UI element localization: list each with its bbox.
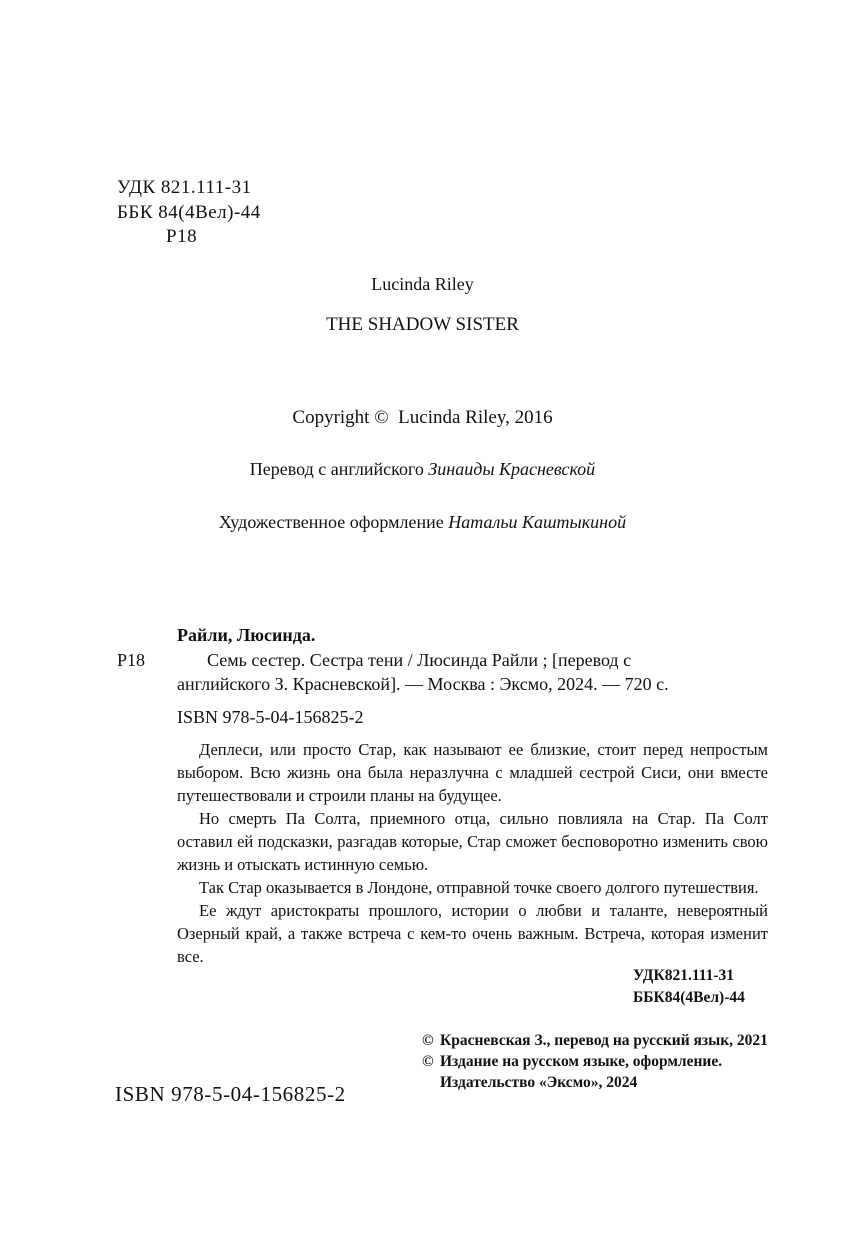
copyright-notice [422, 1051, 772, 1093]
abstract-paragraph: Деплеси, или просто Стар, как называют ее близкие, стоит перед непростым выбором. Всю жизнь она была неразлучна с младшей сестрой Сиси, они вместе путешествовали и строили планы на будущее. [177, 740, 768, 805]
abstract-paragraph: Ее ждут аристократы прошлого, истории о любви и таланте, невероятный Озерный край, а также встреча с кем-то очень важным. Встреча, которая изменит все. [177, 901, 768, 966]
translation-prefix: Перевод с английского [249, 459, 429, 479]
catalog-isbn: ISBN 978-5-04-156825-2 [177, 707, 364, 727]
copyright-notices [422, 1030, 772, 1093]
catalog-line-1: Семь сестер. Сестра тени / Люсинда Райли ; [перевод с [207, 650, 632, 670]
codes-block [633, 965, 745, 1009]
original-title: THE SHADOW SISTER [326, 314, 519, 335]
abstract-paragraph: Но смерть Па Солта, приемного отца, сильно повлияла на Стар. Па Солт оставил ей подсказки, разгадав которые, Стар сможет бесповоротно изменить свою жизнь и отыскать истинную семью. [177, 809, 768, 874]
translator-name: Зинаиды Красневской [428, 459, 596, 479]
catalog-mark: Р18 [117, 650, 146, 670]
copyright-line: Copyright © Lucinda Riley, 2016 [292, 407, 553, 428]
original-author: Lucinda Riley [371, 274, 474, 294]
copyright-text: Издание на русском языке, оформление. Издательство «Эксмо», 2024 [440, 1053, 723, 1091]
design-credit [0, 512, 845, 533]
udk-code: УДК 821.111-31 [117, 177, 252, 198]
isbn-large: ISBN 978-5-04-156825-2 [115, 1082, 346, 1106]
translation-credit [0, 459, 845, 480]
copyright-notice [422, 1030, 772, 1051]
bbk-code: ББК 84(4Вел)-44 [117, 202, 261, 223]
designer-name: Натальи Каштыкиной [448, 512, 627, 532]
abstract-paragraph: Так Стар оказывается в Лондоне, отправной точке своего долгого путешествия. [199, 878, 759, 897]
design-prefix: Художественное оформление [218, 512, 449, 532]
bbk-code-small: ББК84(4Вел)-44 [633, 989, 745, 1006]
copyright-text: Красневская З., перевод на русский язык, 2021 [440, 1032, 768, 1049]
udk-code-small: УДК821.111-31 [633, 967, 735, 984]
catalog-line-2: английского З. Красневской]. — Москва : Эксмо, 2024. — 720 с. [177, 674, 669, 694]
abstract [177, 738, 768, 968]
copyright-symbol: © [422, 1053, 434, 1070]
catalog-heading: Райли, Люсинда. [177, 625, 316, 645]
copyright-symbol: © [422, 1032, 434, 1049]
author-mark: Р18 [166, 226, 198, 247]
